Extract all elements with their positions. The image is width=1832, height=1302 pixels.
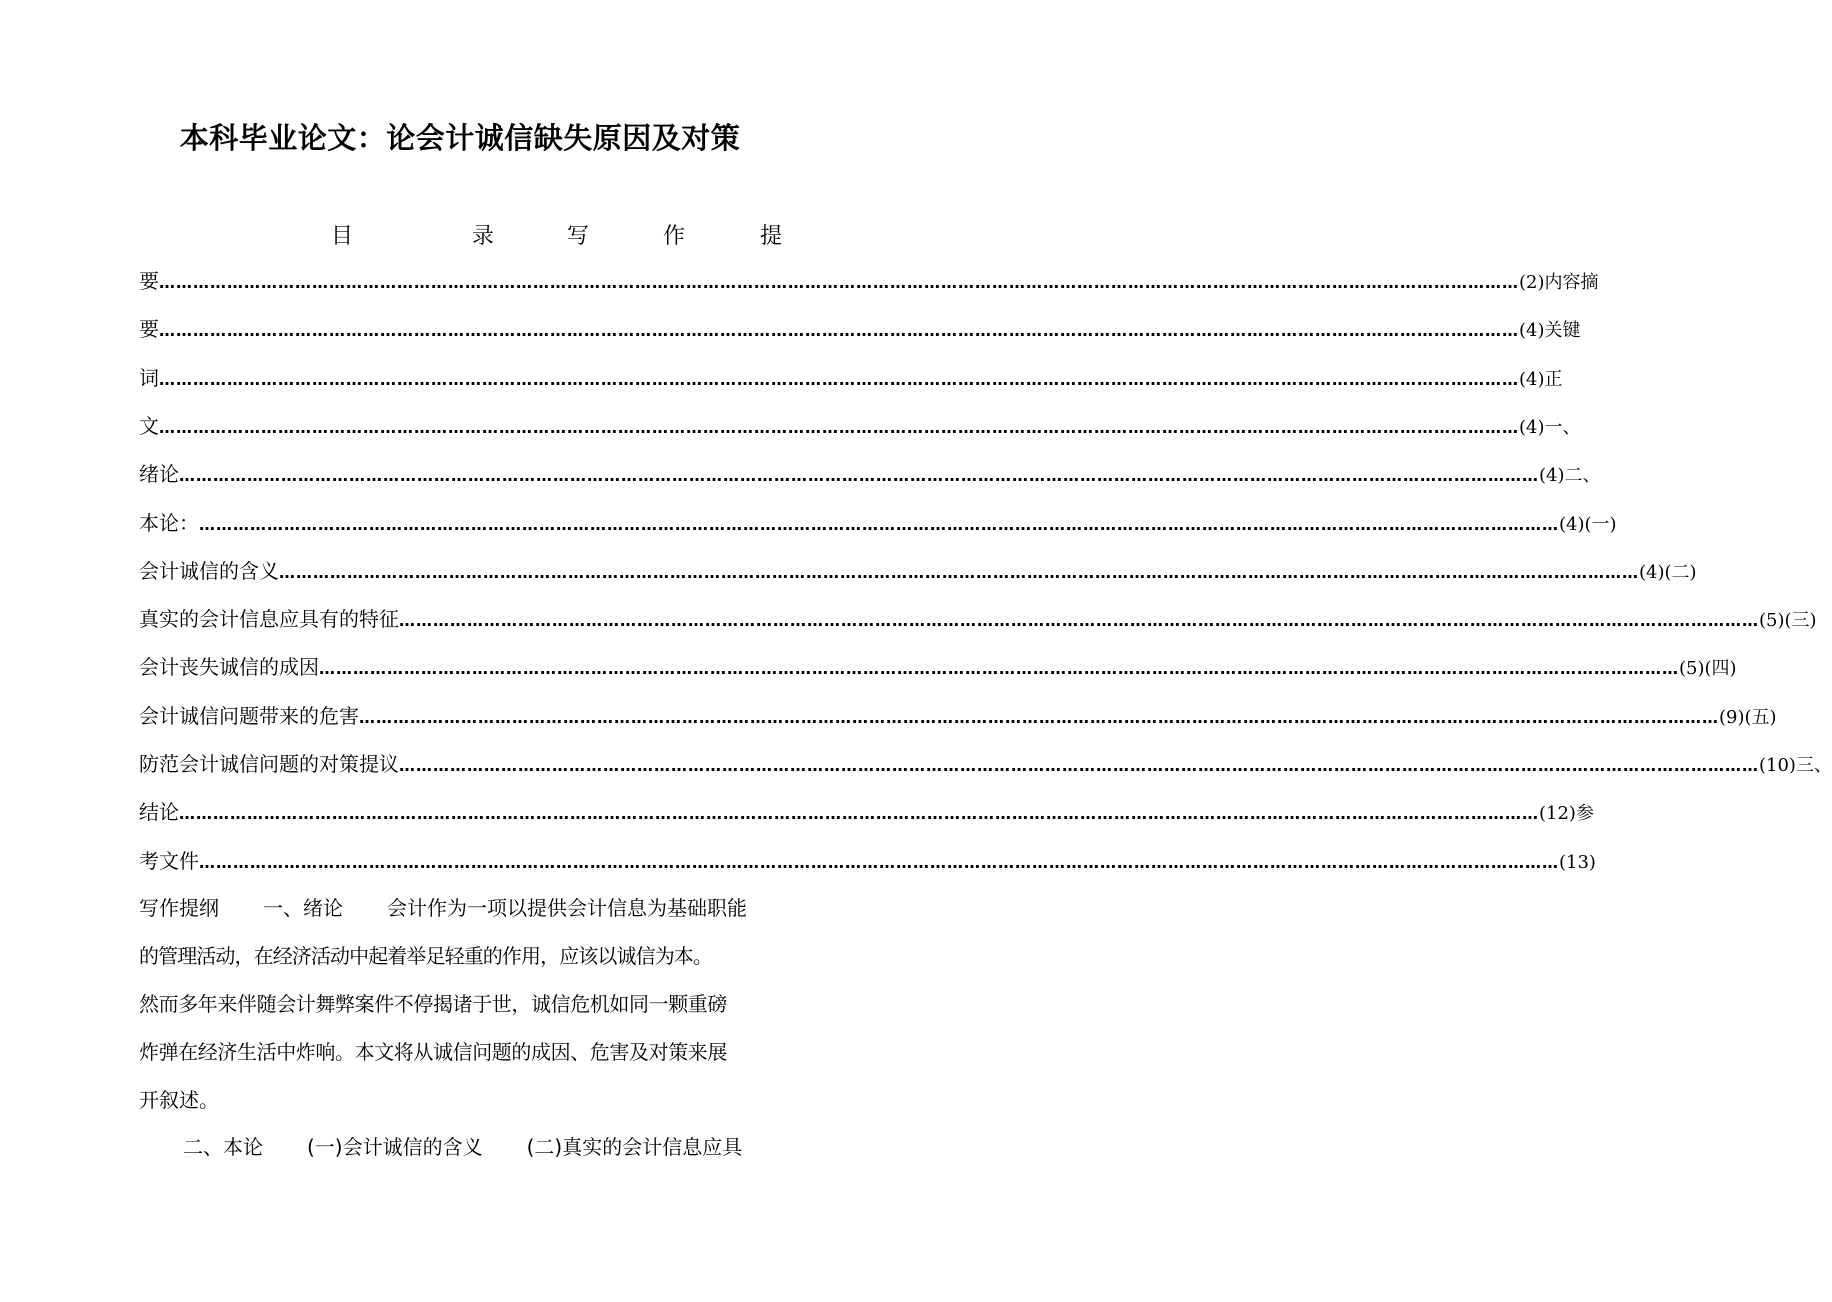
toc-entry-label: 会计诚信问题带来的危害 (139, 703, 359, 728)
body-text-line: 然而多年来伴随会计舞弊案件不停揭诸于世，诚信危机如同一颗重磅 (139, 992, 727, 1016)
toc-leader-dots: …………………………………………………………………………………………………………………………………………………………………………………………………………………… (179, 804, 1539, 824)
toc-leader-dots: …………………………………………………………………………………………………………………………………………………………………………………………………………………… (159, 273, 1519, 292)
toc-leader-dots: …………………………………………………………………………………………………………………………………………………………………………………………………………………… (159, 369, 1519, 389)
intro-label: 一、绪论 (263, 896, 343, 920)
toc-entry-page: (9)(五) (1719, 706, 1777, 728)
toc-entry-label: 会计诚信的含义 (139, 558, 279, 583)
body-line-1 (139, 884, 783, 932)
toc-entry[interactable] (139, 748, 1832, 780)
toc-entry-label: 绪论 (139, 462, 179, 487)
toc-entry[interactable] (139, 651, 1737, 683)
toc-leader-dots: …………………………………………………………………………………………………………………………………………………………………………………………………………………… (199, 852, 1559, 872)
toc-heading-char: 目 (331, 224, 354, 249)
toc-leader-dots: …………………………………………………………………………………………………………………………………………………………………………………………………………………… (399, 611, 1759, 631)
section-item: (一)会计诚信的含义 (307, 1135, 483, 1159)
toc-entry[interactable] (139, 458, 1601, 490)
section-part: 二、本论 (183, 1135, 263, 1159)
toc-leader-dots: …………………………………………………………………………………………………………………………………………………………………………………………………………………… (179, 466, 1539, 486)
body-text-line: 炸弹在经济生活中炸响。本文将从诚信问题的成因、危害及对策来展 (139, 1040, 727, 1064)
section-item: (二)真实的会计信息应具 (526, 1135, 743, 1159)
toc-leader-dots: …………………………………………………………………………………………………………………………………………………………………………………………………………………… (199, 514, 1559, 534)
toc-entry-page: (4)关键 (1519, 320, 1581, 342)
toc-leader-dots: …………………………………………………………………………………………………………………………………………………………………………………………………………………… (399, 756, 1759, 775)
toc-entry[interactable] (139, 265, 1599, 297)
toc-entry-label: 文 (139, 413, 159, 438)
body-text-line: 开叙述。 (139, 1088, 219, 1112)
toc-entry-label: 结论 (139, 800, 179, 825)
body-text-line: 的管理活动，在经济活动中起着举足轻重的作用，应该以诚信为本。 (139, 944, 712, 968)
toc-entry-label: 词 (139, 365, 159, 390)
toc-entry[interactable] (139, 845, 1596, 877)
toc-entry[interactable] (139, 507, 1617, 539)
toc-entry-label: 本论： (139, 510, 199, 535)
toc-entry-page: (10)三、 (1759, 755, 1832, 776)
toc-heading-char: 录 (472, 224, 495, 249)
toc-leader-dots: …………………………………………………………………………………………………………………………………………………………………………………………………………………… (159, 417, 1519, 437)
toc-entry-label: 要 (139, 317, 159, 342)
toc-entry[interactable] (139, 410, 1581, 442)
document-title: 本科毕业论文：论会计诚信缺失原因及对策 (179, 121, 741, 155)
section-line (183, 1131, 742, 1160)
toc-entry-label: 会计丧失诚信的成因 (139, 655, 319, 680)
toc-leader-dots: …………………………………………………………………………………………………………………………………………………………………………………………………………………… (359, 707, 1719, 727)
toc-entry[interactable] (139, 362, 1563, 394)
toc-entry[interactable] (139, 700, 1777, 732)
toc-entry-label: 防范会计诚信问题的对策提议 (139, 752, 399, 776)
toc-entry-page: (4)(二) (1639, 561, 1697, 583)
toc-entry-label: 真实的会计信息应具有的特征 (139, 607, 399, 632)
toc-entry-page: (5)(三) (1759, 610, 1817, 632)
toc-entry-label: 要 (139, 269, 159, 293)
toc-entry-page: (13) (1559, 851, 1596, 873)
body-text-line: 会计作为一项以提供会计信息为基础职能 (387, 896, 747, 920)
toc-entry[interactable] (139, 555, 1697, 587)
toc-entry-page: (12)参 (1539, 803, 1594, 825)
toc-entry-page: (4)正 (1519, 368, 1563, 390)
toc-leader-dots: …………………………………………………………………………………………………………………………………………………………………………………………………………………… (159, 321, 1519, 341)
toc-heading (0, 219, 920, 249)
toc-entry[interactable] (139, 313, 1581, 345)
toc-entry-page: (4)一、 (1519, 416, 1581, 438)
toc-leader-dots: …………………………………………………………………………………………………………………………………………………………………………………………………………………… (279, 562, 1639, 582)
toc-heading-char: 作 (663, 224, 686, 249)
toc-entry[interactable] (139, 603, 1817, 635)
toc-leader-dots: …………………………………………………………………………………………………………………………………………………………………………………………………………………… (319, 659, 1679, 679)
toc-entry-page: (5)(四) (1679, 658, 1737, 680)
toc-entry[interactable] (139, 796, 1594, 828)
body-paragraph (139, 884, 783, 1124)
toc-entry-label: 考文件 (139, 848, 199, 873)
toc-heading-char: 提 (760, 224, 783, 249)
outline-label: 写作提纲 (139, 896, 219, 920)
toc-entry-page: (2)内容摘 (1519, 272, 1599, 293)
toc-entry-page: (4)(一) (1559, 513, 1617, 535)
toc-heading-char: 写 (567, 224, 590, 249)
toc-entry-page: (4)二、 (1539, 465, 1601, 487)
